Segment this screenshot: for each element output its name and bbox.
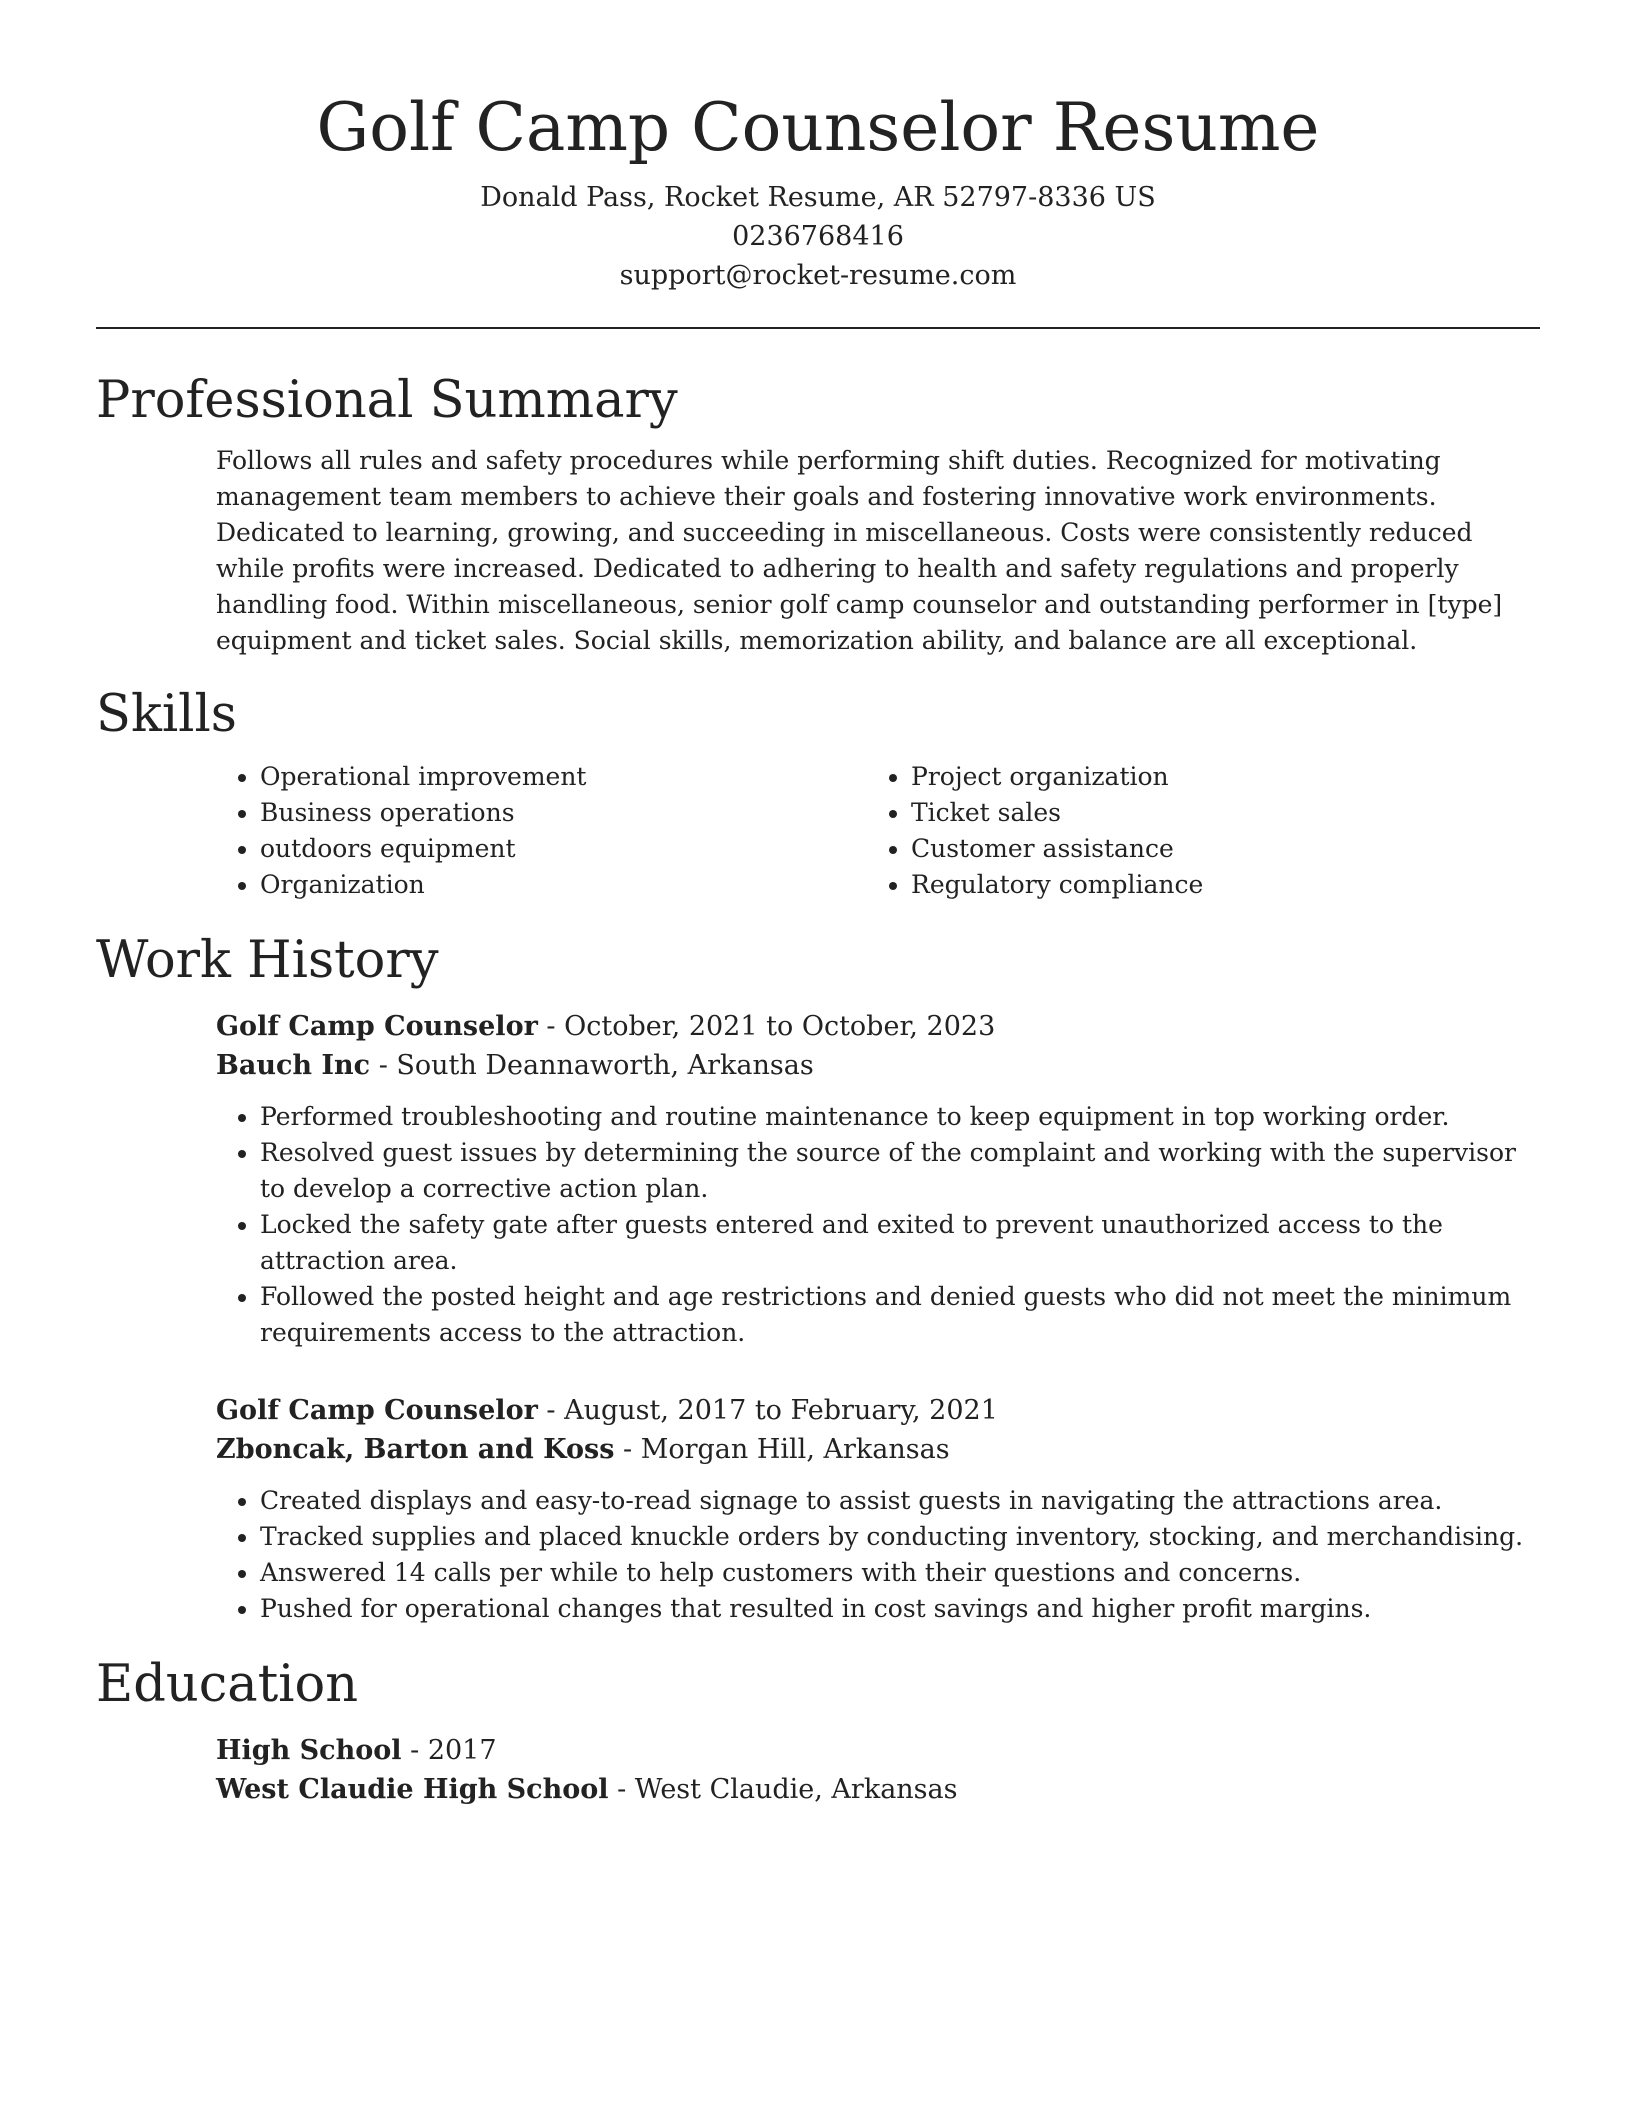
job-duty-item: • Performed troubleshooting and routine maintenance to keep equipment in top working order. — [260, 1099, 1540, 1135]
skill-item: • Ticket sales — [911, 795, 1518, 831]
job-duty-item: • Followed the posted height and age restrictions and denied guests who did not meet the minimum requirements access to the attraction. — [260, 1279, 1540, 1351]
skill-item: • Regulatory compliance — [911, 867, 1518, 903]
skill-item: • Organization — [260, 867, 867, 903]
skill-item: • Operational improvement — [260, 759, 867, 795]
education-section — [96, 1653, 1540, 1809]
job-duties — [96, 1483, 1540, 1627]
education-school: West Claudie High School — [216, 1774, 609, 1805]
job-duties — [96, 1099, 1540, 1351]
job-company-line — [216, 1046, 1540, 1085]
contact-address: Donald Pass, Rocket Resume, AR 52797-8336 US — [480, 182, 1156, 213]
job-title: Golf Camp Counselor — [216, 1395, 538, 1426]
job-duty-item: • Pushed for operational changes that resulted in cost savings and higher profit margins. — [260, 1591, 1540, 1627]
job-location: - Morgan Hill, Arkansas — [614, 1434, 950, 1465]
job-company: Bauch Inc — [216, 1050, 371, 1081]
job-location: - South Deannaworth, Arkansas — [370, 1050, 814, 1081]
skill-item: • Business operations — [260, 795, 867, 831]
summary-section — [96, 369, 1540, 659]
resume-title: Golf Camp Counselor Resume — [316, 89, 1320, 166]
job-duty-item: • Created displays and easy-to-read signage to assist guests in navigating the attractions area. — [260, 1483, 1540, 1519]
skill-item: • outdoors equipment — [260, 831, 867, 867]
job-duty-item: • Resolved guest issues by determining the source of the complaint and working with the supervisor to develop a corrective action plan. — [260, 1135, 1540, 1207]
job-duty-item: • Answered 14 calls per while to help customers with their questions and concerns. — [260, 1555, 1540, 1591]
summary-text: Follows all rules and safety procedures while performing shift duties. Recognized for motivating management team members to achieve their goals and fostering innovative work environments. Dedicated to learning, growing, and succeeding in miscellaneous. Costs were consistently reduced while profits were increased. Dedicated to adhering to health and safety regulations and properly handling food. Within miscellaneous, senior golf camp counselor and outstanding performer in [type] equipment and ticket sales. Social skills, memorization ability, and balance are all exceptional. — [216, 446, 1503, 655]
education-year: - 2017 — [401, 1735, 497, 1766]
job-entry — [216, 1391, 1540, 1627]
education-school-line — [216, 1770, 1540, 1809]
skill-item: • Customer assistance — [911, 831, 1518, 867]
work-history-heading: Work History — [96, 931, 439, 990]
contact-email: support@rocket-resume.com — [619, 260, 1017, 291]
resume-page — [96, 0, 1540, 1809]
job-duty-item: • Tracked supplies and placed knuckle orders by conducting inventory, stocking, and merchandising. — [260, 1519, 1540, 1555]
education-entry — [216, 1731, 1540, 1809]
job-entry — [216, 1007, 1540, 1351]
job-title: Golf Camp Counselor — [216, 1011, 538, 1042]
skill-item: • Project organization — [911, 759, 1518, 795]
job-title-line — [216, 1007, 1540, 1046]
job-company: Zboncak, Barton and Koss — [216, 1434, 615, 1465]
header-divider — [96, 327, 1540, 329]
work-history-section — [96, 929, 1540, 1627]
job-company-line — [216, 1430, 1540, 1469]
education-heading: Education — [96, 1655, 359, 1714]
skills-column-right — [867, 759, 1518, 903]
job-dates: - October, 2021 to October, 2023 — [537, 1011, 996, 1042]
education-degree: High School — [216, 1735, 402, 1766]
contact-phone: 0236768416 — [732, 221, 904, 252]
education-location: - West Claudie, Arkansas — [608, 1774, 958, 1805]
skills-column-left — [216, 759, 867, 903]
skills-section — [96, 683, 1540, 903]
skills-list — [216, 759, 1540, 903]
skills-heading: Skills — [96, 685, 237, 744]
summary-heading: Professional Summary — [96, 371, 678, 430]
job-title-line — [216, 1391, 1540, 1430]
job-duty-item: • Locked the safety gate after guests entered and exited to prevent unauthorized access to the attraction area. — [260, 1207, 1540, 1279]
job-dates: - August, 2017 to February, 2021 — [537, 1395, 998, 1426]
contact-block — [96, 178, 1540, 295]
resume-header — [96, 0, 1540, 295]
education-degree-line — [216, 1731, 1540, 1770]
